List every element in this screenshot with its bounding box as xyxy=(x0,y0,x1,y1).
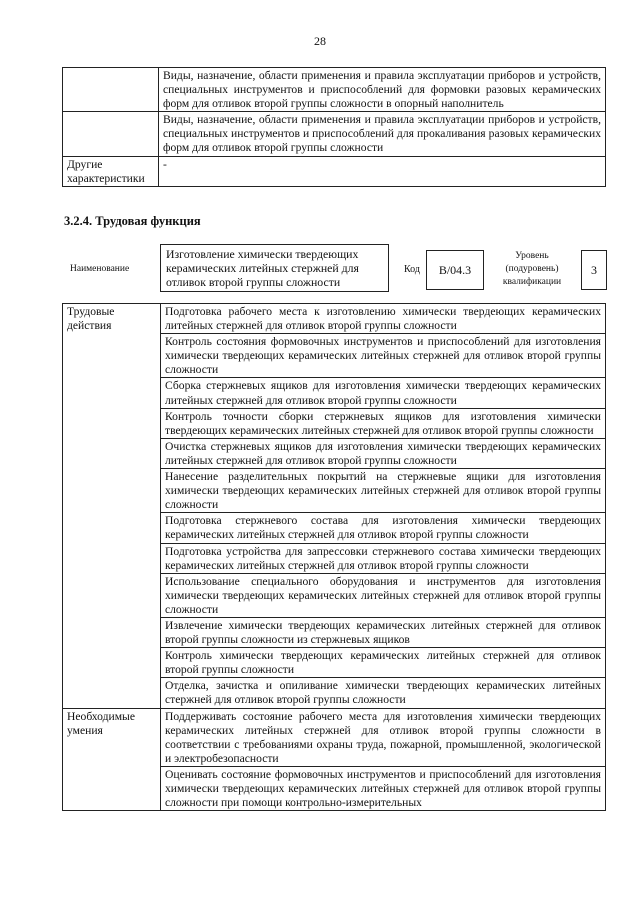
qualification-level-box: 3 xyxy=(581,250,607,290)
row-text: Использование специального оборудования и инструментов для изготовления химически твердеющих керамических литейных стержней для отливок второй группы сложности xyxy=(161,573,606,617)
function-name-box: Изготовление химически твердеющих керамических литейных стержней для отливок второй группы сложности xyxy=(160,244,389,292)
section-heading: 3.2.4. Трудовая функция xyxy=(64,214,201,228)
row-text: Контроль химически твердеющих керамических литейных стержней для отливок второй группы сложности xyxy=(161,648,606,678)
table-row xyxy=(63,156,606,186)
labor-actions-label: Трудовые действия xyxy=(63,304,161,709)
required-skills-label: Необходимые умения xyxy=(63,708,161,811)
row-text: Поддерживать состояние рабочего места для изготовления химически твердеющих керамических литейных стержней для отливок второй группы сложности в соответствии с требованиями охраны труда, пожарной, промышленной, экологической и электробезопасности xyxy=(161,708,606,766)
row-text: Подготовка стержневого состава для изготовления химически твердеющих керамических литейных стержней для отливок второй группы сложности xyxy=(161,513,606,543)
row-text: Сборка стержневых ящиков для изготовления химически твердеющих керамических литейных стержней для отливок второй группы сложности xyxy=(161,378,606,408)
table-row xyxy=(63,112,606,156)
row-label: Другие характеристики xyxy=(63,156,159,186)
page-number: 28 xyxy=(314,34,326,48)
row-text: Контроль состояния формовочных инструментов и приспособлений для изготовления химически твердеющих керамических литейных стержней для отливок второй группы сложности xyxy=(161,334,606,378)
name-label: Наименование xyxy=(70,264,130,274)
row-text: Извлечение химически твердеющих керамических литейных стержней для отливок второй группы сложности из стержневых ящиков xyxy=(161,617,606,647)
table-row xyxy=(63,304,606,334)
row-text: Отделка, зачистка и опиливание химически твердеющих керамических литейных стержней для отливок второй группы сложности xyxy=(161,678,606,708)
row-label xyxy=(63,112,159,156)
row-label xyxy=(63,68,159,112)
row-text: Подготовка устройства для запрессовки стержневого состава химически твердеющих керамических литейных стержней для отливок второй группы сложности xyxy=(161,543,606,573)
knowledge-table-continuation xyxy=(62,67,606,187)
row-text: Виды, назначение, области применения и правила эксплуатации приборов и устройств, специальных инструментов и приспособлений для формовки разовых керамических форм для отливок второй группы сложности в опорный наполнитель xyxy=(159,68,606,112)
row-text: Очистка стержневых ящиков для изготовления химически твердеющих керамических литейных стержней для отливок второй группы сложности xyxy=(161,438,606,468)
row-text: Контроль точности сборки стержневых ящиков для изготовления химически твердеющих керамических литейных стержней для отливок второй группы сложности xyxy=(161,408,606,438)
table-row xyxy=(63,708,606,766)
row-text: Нанесение разделительных покрытий на стержневые ящики для изготовления химически твердеющих керамических литейных стержней для отливок второй группы сложности xyxy=(161,469,606,513)
code-label: Код xyxy=(404,264,420,275)
row-text: - xyxy=(159,156,606,186)
qualification-level-label: Уровень (подуровень) квалификации xyxy=(502,251,562,287)
labor-function-table xyxy=(62,303,606,811)
row-text: Подготовка рабочего места к изготовлению химически твердеющих керамических литейных стержней для отливок второй группы сложности xyxy=(161,304,606,334)
row-text: Виды, назначение, области применения и правила эксплуатации приборов и устройств, специальных инструментов и приспособлений для прокаливания разовых керамических форм для отливок второй группы сложности xyxy=(159,112,606,156)
row-text: Оценивать состояние формовочных инструментов и приспособлений для изготовления химически твердеющих керамических литейных стержней для отливок второй группы сложности при помощи контрольно-измерительных xyxy=(161,766,606,810)
function-code-box: B/04.3 xyxy=(426,250,484,290)
table-row xyxy=(63,68,606,112)
